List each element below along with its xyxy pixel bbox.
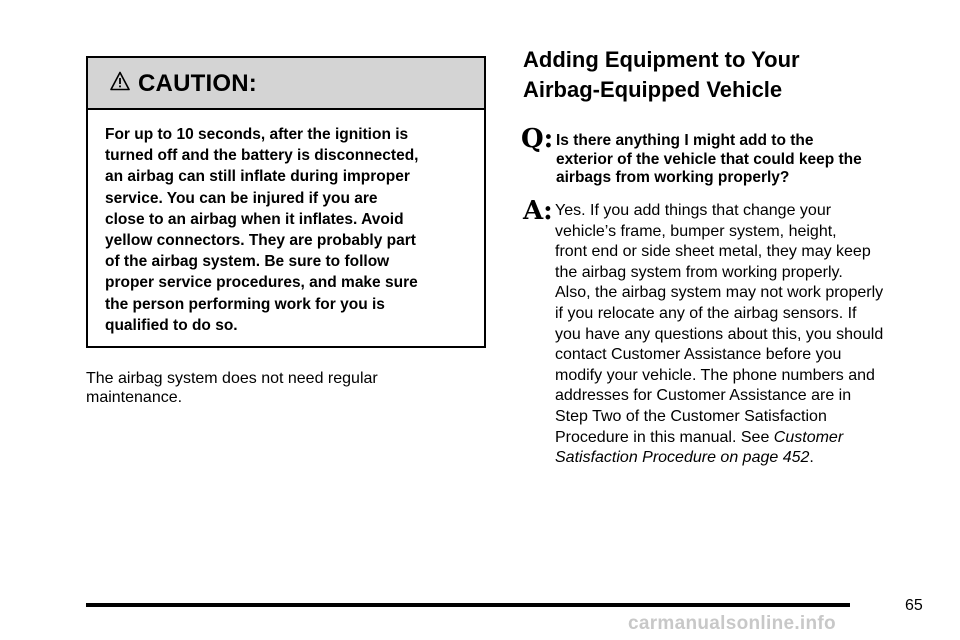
answer-line: Yes. If you add things that change your	[555, 202, 832, 219]
answer-marker: A:	[523, 196, 553, 226]
answer-line: the airbag system from working properly.	[555, 263, 843, 281]
caution-text	[105, 124, 477, 336]
answer-line: you have any questions about this, you should	[555, 325, 884, 343]
answer-line: Also, the airbag system may not work properly	[555, 284, 884, 302]
warning-triangle-icon	[110, 71, 130, 91]
caution-line: of the airbag system. Be sure to follow	[105, 253, 390, 271]
answer-line: if you relocate any of the airbag sensors. If	[555, 304, 857, 322]
caution-box	[86, 56, 486, 348]
answer-line: contact Customer Assistance before you	[555, 346, 842, 364]
note-line: maintenance.	[86, 389, 183, 406]
heading-line: Adding Equipment to Your	[523, 47, 800, 72]
maintenance-note	[86, 369, 486, 407]
answer-line: modify your vehicle. The phone numbers and	[555, 366, 875, 384]
question-line: exterior of the vehicle that could keep the	[556, 150, 862, 168]
question-line: airbags from working properly?	[556, 169, 790, 186]
answer-line: front end or side sheet metal, they may keep	[555, 243, 871, 261]
caution-line: close to an airbag when it inflates. Avoid	[105, 210, 404, 228]
caution-header	[88, 58, 484, 110]
answer-line: addresses for Customer Assistance are in	[555, 387, 852, 405]
answer-line: vehicle’s frame, bumper system, height,	[555, 222, 837, 240]
cross-reference-link[interactable]: Satisfaction Procedure on page 452	[555, 449, 810, 467]
section-heading	[523, 45, 800, 105]
caution-line: qualified to do so.	[105, 316, 238, 334]
answer-line	[555, 448, 883, 469]
question-line: Is there anything I might add to the	[556, 132, 814, 149]
answer-text	[555, 201, 883, 469]
answer-line	[555, 428, 883, 449]
watermark: carmanualsonline.info	[628, 613, 836, 634]
caution-title: CAUTION:	[138, 70, 257, 97]
caution-line: the person performing work for you is	[105, 295, 385, 313]
caution-line: an airbag can still inflate during improper	[105, 168, 410, 186]
caution-line: yellow connectors. They are probably part	[105, 232, 416, 250]
answer-prefix: Procedure in this manual. See	[555, 428, 774, 446]
question-text	[556, 132, 862, 188]
answer-line: Step Two of the Customer Satisfaction	[555, 407, 827, 425]
note-line: The airbag system does not need regular	[86, 370, 378, 387]
cross-reference-link[interactable]: Customer	[773, 428, 844, 446]
caution-line: For up to 10 seconds, after the ignition is	[105, 126, 409, 143]
question-marker: Q:	[521, 124, 554, 154]
heading-line: Airbag-Equipped Vehicle	[523, 77, 783, 102]
caution-line: proper service procedures, and make sure	[105, 274, 418, 292]
answer-suffix: .	[809, 449, 814, 467]
caution-line: service. You can be injured if you are	[105, 189, 378, 207]
caution-line: turned off and the battery is disconnected,	[105, 147, 419, 165]
footer-rule	[86, 603, 850, 607]
page-number: 65	[905, 597, 923, 614]
